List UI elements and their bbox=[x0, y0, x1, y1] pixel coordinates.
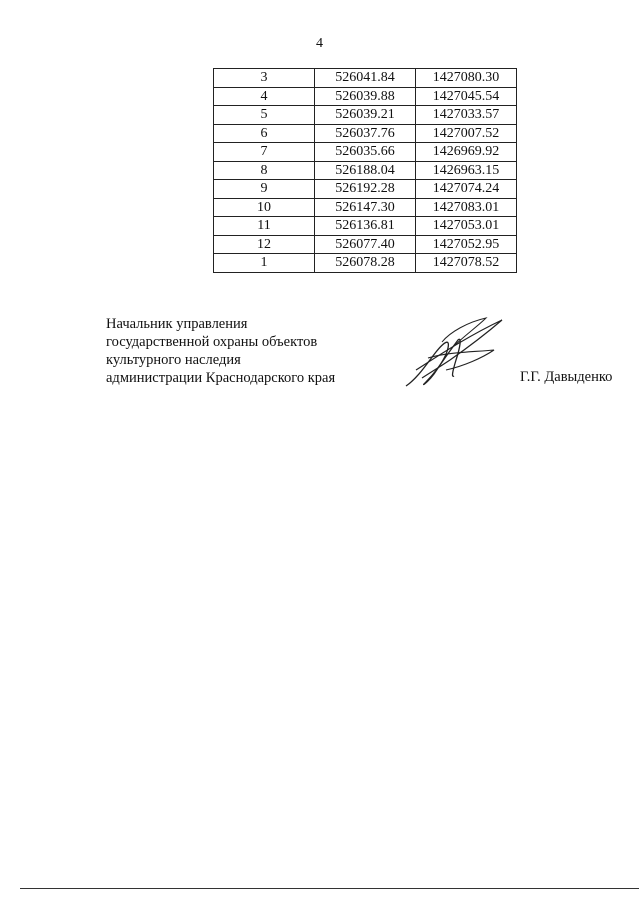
x-coordinate-cell: 526039.88 bbox=[315, 87, 416, 106]
table-row bbox=[214, 180, 517, 199]
table-row bbox=[214, 143, 517, 162]
point-number-cell: 9 bbox=[214, 180, 315, 199]
y-coordinate-cell: 1427007.52 bbox=[416, 124, 517, 143]
point-number-cell: 4 bbox=[214, 87, 315, 106]
x-coordinate-cell: 526136.81 bbox=[315, 217, 416, 236]
point-number-cell: 7 bbox=[214, 143, 315, 162]
y-coordinate-cell: 1427033.57 bbox=[416, 106, 517, 125]
point-number-cell: 11 bbox=[214, 217, 315, 236]
point-number-cell: 5 bbox=[214, 106, 315, 125]
table-row bbox=[214, 69, 517, 88]
y-coordinate-cell: 1427078.52 bbox=[416, 254, 517, 273]
table-row bbox=[214, 124, 517, 143]
title-line: государственной охраны объектов bbox=[106, 334, 318, 350]
x-coordinate-cell: 526039.21 bbox=[315, 106, 416, 125]
x-coordinate-cell: 526078.28 bbox=[315, 254, 416, 273]
table-row bbox=[214, 217, 517, 236]
signature-title-block bbox=[106, 315, 335, 387]
y-coordinate-cell: 1427045.54 bbox=[416, 87, 517, 106]
table-row bbox=[214, 161, 517, 180]
signer-name: Г.Г. Давыденко bbox=[520, 369, 613, 385]
x-coordinate-cell: 526041.84 bbox=[315, 69, 416, 88]
point-number-cell: 1 bbox=[214, 254, 315, 273]
y-coordinate-cell: 1426969.92 bbox=[416, 143, 517, 162]
point-number-cell: 12 bbox=[214, 235, 315, 254]
x-coordinate-cell: 526077.40 bbox=[315, 235, 416, 254]
x-coordinate-cell: 526037.76 bbox=[315, 124, 416, 143]
y-coordinate-cell: 1427074.24 bbox=[416, 180, 517, 199]
table-row bbox=[214, 198, 517, 217]
x-coordinate-cell: 526147.30 bbox=[315, 198, 416, 217]
coordinates-table bbox=[213, 68, 517, 273]
table-row bbox=[214, 106, 517, 125]
handwritten-signature bbox=[398, 312, 508, 394]
table-row bbox=[214, 254, 517, 273]
bottom-divider bbox=[20, 888, 639, 889]
title-line: Начальник управления bbox=[106, 316, 248, 332]
x-coordinate-cell: 526192.28 bbox=[315, 180, 416, 199]
x-coordinate-cell: 526188.04 bbox=[315, 161, 416, 180]
title-line: культурного наследия bbox=[106, 352, 241, 368]
point-number-cell: 8 bbox=[214, 161, 315, 180]
title-line: администрации Краснодарского края bbox=[106, 370, 336, 386]
y-coordinate-cell: 1427052.95 bbox=[416, 235, 517, 254]
point-number-cell: 3 bbox=[214, 69, 315, 88]
page-number: 4 bbox=[316, 36, 323, 51]
y-coordinate-cell: 1426963.15 bbox=[416, 161, 517, 180]
point-number-cell: 6 bbox=[214, 124, 315, 143]
x-coordinate-cell: 526035.66 bbox=[315, 143, 416, 162]
coordinates-table-body bbox=[214, 69, 517, 273]
point-number-cell: 10 bbox=[214, 198, 315, 217]
table-row bbox=[214, 87, 517, 106]
y-coordinate-cell: 1427083.01 bbox=[416, 198, 517, 217]
y-coordinate-cell: 1427053.01 bbox=[416, 217, 517, 236]
table-row bbox=[214, 235, 517, 254]
y-coordinate-cell: 1427080.30 bbox=[416, 69, 517, 88]
